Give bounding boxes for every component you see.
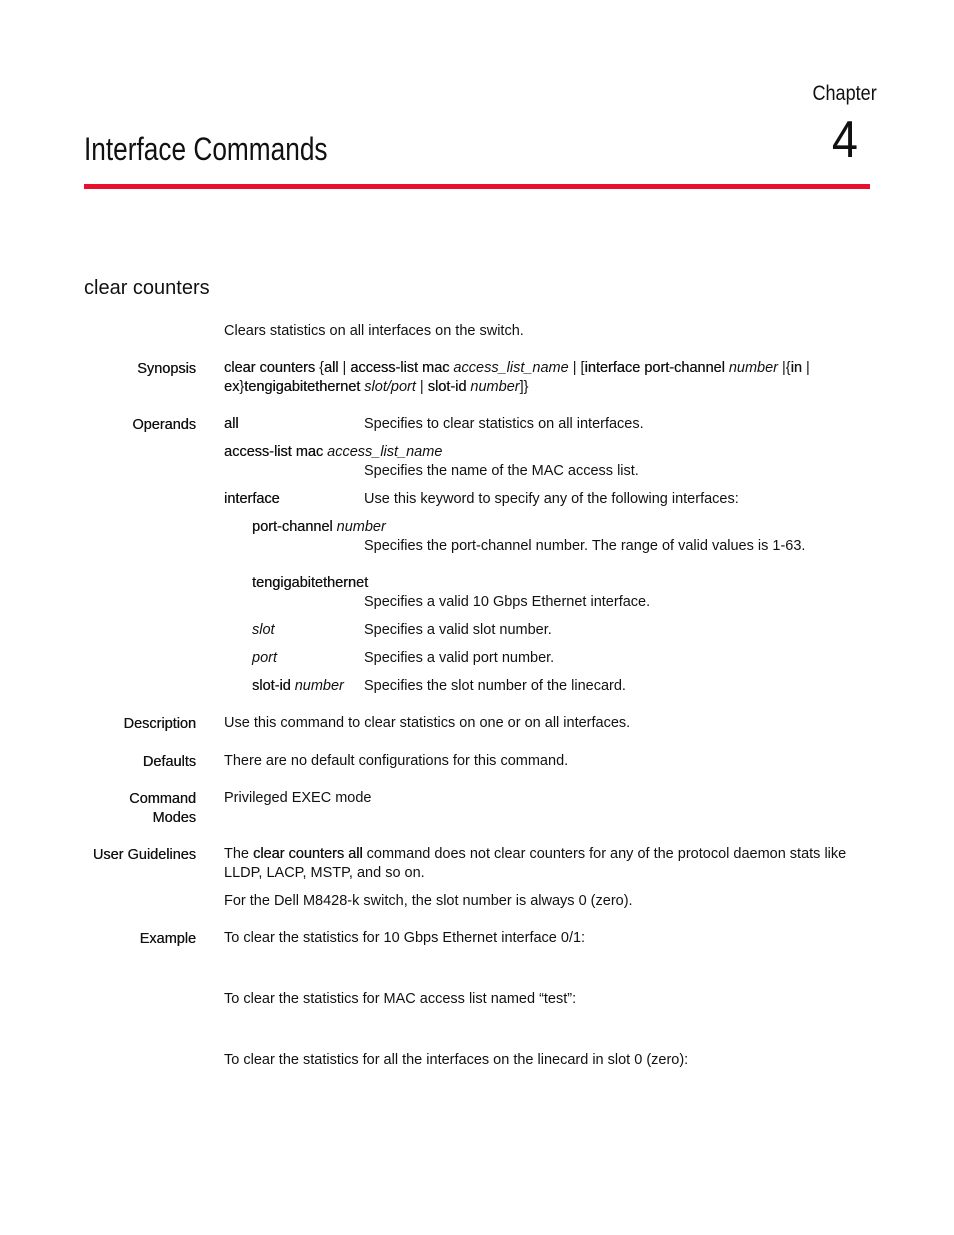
operand-tengig-desc: Specifies a valid 10 Gbps Ethernet interface. (364, 594, 651, 610)
operand-port-channel-key: port-channel number (252, 519, 386, 535)
command-modes-text: Privileged EXEC mode (224, 790, 372, 806)
synopsis-line-1: clear counters {all | access-list mac access_list_name | [interface port-channel number |{in | (224, 360, 810, 376)
operand-port-key: port (252, 650, 277, 666)
chapter-number: 4 (831, 111, 858, 169)
command-modes-label-2: Modes (152, 810, 196, 826)
operand-tengig-key: tengigabitethernet (252, 575, 369, 591)
user-guidelines-label: User Guidelines (92, 847, 196, 863)
operand-slot-id-desc: Specifies the slot number of the linecard. (364, 678, 626, 694)
operands-label: Operands (132, 417, 196, 433)
operand-slot-id-key: slot-id number (252, 678, 344, 694)
description-text: Use this command to clear statistics on one or on all interfaces. (224, 715, 631, 731)
chapter-title: Interface Commands (84, 131, 328, 167)
operand-all-desc: Specifies to clear statistics on all interfaces. (364, 416, 644, 432)
chapter-rule (84, 184, 870, 189)
user-guidelines-p1-line1: The clear counters all command does not clear counters for any of the protocol daemon stats like (224, 846, 847, 862)
operand-interface-key: interface (224, 491, 280, 507)
operand-all-key: all (224, 416, 239, 432)
operand-port-desc: Specifies a valid port number. (364, 650, 555, 666)
example-3: To clear the statistics for all the interfaces on the linecard in slot 0 (zero): (224, 1052, 689, 1068)
operand-acl-key: access-list mac access_list_name (224, 444, 443, 460)
section-title: clear counters (84, 277, 210, 299)
defaults-text: There are no default configurations for this command. (224, 753, 569, 769)
operand-port-channel-desc: Specifies the port-channel number. The range of valid values is 1-63. (364, 538, 806, 554)
example-label: Example (139, 931, 196, 947)
example-2: To clear the statistics for MAC access list named “test”: (224, 991, 577, 1007)
description-label: Description (123, 716, 196, 732)
command-modes-label-1: Command (129, 791, 196, 807)
operand-slot-key: slot (252, 622, 275, 638)
defaults-label: Defaults (142, 754, 196, 770)
operand-slot-desc: Specifies a valid slot number. (364, 622, 552, 638)
operand-acl-desc: Specifies the name of the MAC access list. (364, 463, 639, 479)
synopsis-label: Synopsis (137, 361, 196, 377)
chapter-label: Chapter (812, 82, 877, 105)
synopsis-line-2: ex}tengigabitethernet slot/port | slot-id number]} (224, 379, 529, 395)
operand-interface-desc: Use this keyword to specify any of the following interfaces: (364, 491, 739, 507)
example-1: To clear the statistics for 10 Gbps Ethernet interface 0/1: (224, 930, 586, 946)
section-intro: Clears statistics on all interfaces on the switch. (224, 323, 524, 339)
user-guidelines-p2: For the Dell M8428-k switch, the slot number is always 0 (zero). (224, 893, 633, 909)
user-guidelines-p1-line2: LLDP, LACP, MSTP, and so on. (224, 865, 425, 881)
